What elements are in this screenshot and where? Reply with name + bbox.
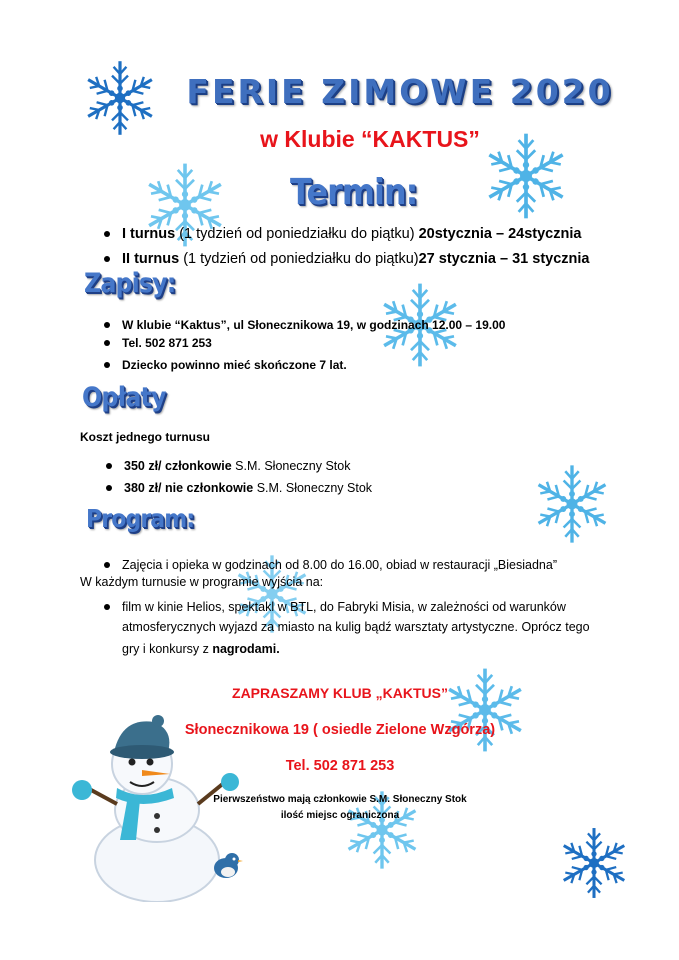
snowflake-icon bbox=[530, 462, 614, 546]
list-item: film w kinie Helios, spektakl w BTL, do Fabryki Misia, w zależności od warunków bbox=[122, 600, 566, 614]
phone-text: Tel. 502 871 253 bbox=[285, 758, 395, 774]
list-item: II turnus (1 tydzień od poniedziałku do piątku)27 stycznia – 31 stycznia bbox=[122, 251, 590, 267]
snowflake-icon bbox=[80, 58, 160, 138]
bird-icon bbox=[208, 848, 244, 884]
limited-places-note: ilość miejsc ograniczona bbox=[280, 810, 400, 821]
list-item: 380 zł/ nie członkowie S.M. Słoneczny Stok bbox=[124, 481, 373, 495]
section-heading-zapisy: Zapisy: bbox=[84, 268, 176, 299]
list-item: 350 zł/ członkowie S.M. Słoneczny Stok bbox=[124, 459, 351, 473]
list-item: I turnus (1 tydzień od poniedziałku do piątku) 20stycznia – 24stycznia bbox=[122, 226, 582, 242]
section-heading-oplaty: Opłaty bbox=[82, 382, 166, 413]
snowflake-icon bbox=[556, 825, 632, 901]
invite-text: ZAPRASZAMY KLUB „KAKTUS” bbox=[232, 685, 448, 701]
list-item: W klubie “Kaktus”, ul Słonecznikowa 19, w godzinach 12.00 – 19.00 bbox=[122, 318, 506, 332]
list-item: Zajęcia i opieka w godzinach od 8.00 do 16.00, obiad w restauracji „Biesiadna” bbox=[122, 558, 557, 572]
cost-intro: Koszt jednego turnusu bbox=[80, 430, 210, 444]
section-heading-termin: Termin: bbox=[290, 172, 418, 213]
address-text: Słonecznikowa 19 ( osiedle Zielone Wzgórza) bbox=[184, 722, 496, 738]
section-heading-program: Program: bbox=[86, 504, 195, 533]
page-title: FERIE ZIMOWE 2020 bbox=[186, 72, 614, 111]
program-intro: W każdym turnusie w programie wyjścia na: bbox=[80, 575, 324, 589]
program-text-line: atmosferycznych wyjazd za miasto na kulig bądź warsztaty artystyczne. Oprócz tego bbox=[122, 620, 590, 634]
page-subtitle: w Klubie “KAKTUS” bbox=[260, 126, 480, 152]
program-text-line: gry i konkursy z nagrodami. bbox=[122, 642, 280, 656]
list-item: Dziecko powinno mieć skończone 7 lat. bbox=[122, 358, 347, 372]
snowflake-icon bbox=[440, 665, 530, 755]
list-item: Tel. 502 871 253 bbox=[122, 336, 212, 350]
priority-note: Pierwszeństwo mają członkowie S.M. Słoneczny Stok bbox=[213, 794, 467, 805]
